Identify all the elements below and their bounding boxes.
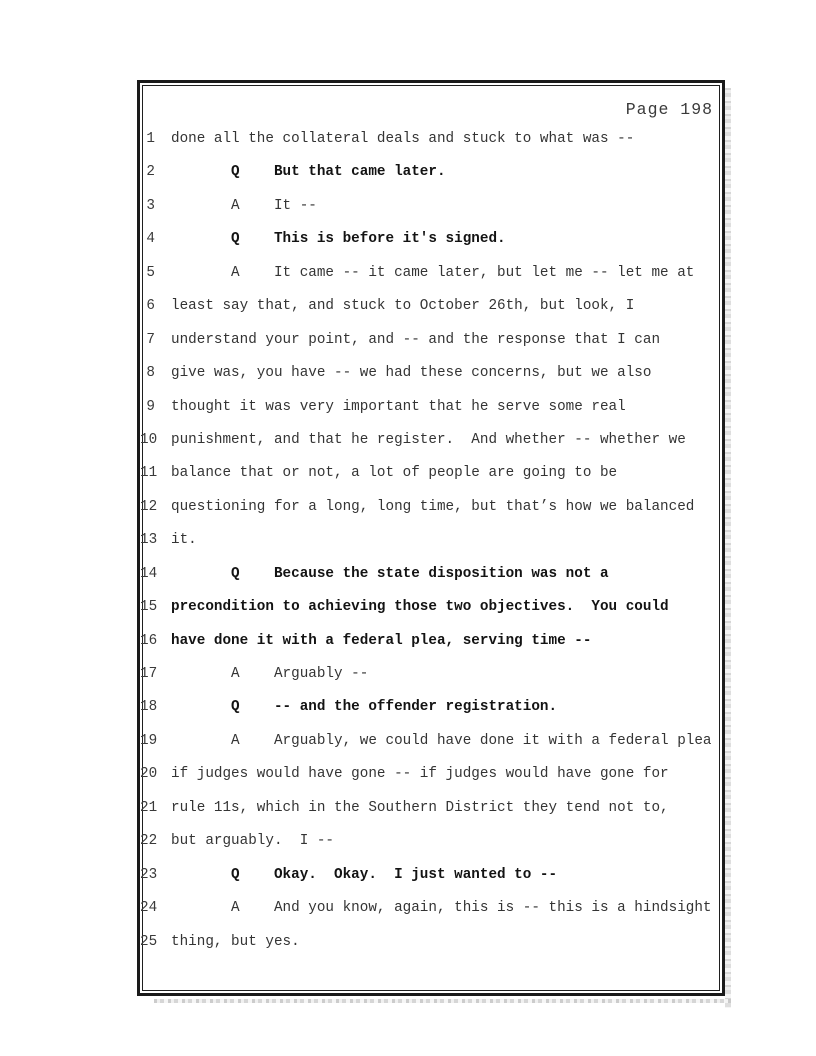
transcript-line [140, 698, 722, 731]
line-text: Q Okay. Okay. I just wanted to -- [171, 866, 558, 883]
line-number: 15 [140, 599, 158, 616]
line-text: done all the collateral deals and stuck to what was -- [171, 131, 635, 147]
transcript-content [140, 83, 722, 993]
line-number: 9 [146, 398, 155, 415]
transcript-line [140, 565, 722, 598]
line-text: A Arguably -- [171, 666, 369, 682]
line-number: 3 [146, 197, 155, 214]
line-text: have done it with a federal plea, serving time -- [171, 632, 592, 649]
transcript-line [140, 464, 722, 497]
line-text: it. [171, 532, 197, 549]
transcript-line [140, 431, 722, 464]
line-text: if judges would have gone -- if judges would have gone for [171, 766, 669, 783]
line-text: thought it was very important that he serve some real [171, 398, 626, 415]
transcript-line [140, 799, 722, 832]
scan-shadow-right [725, 88, 731, 1008]
line-text: A It came -- it came later, but let me -- let me at [171, 264, 695, 281]
line-number: 21 [140, 799, 158, 816]
line-text: rule 11s, which in the Southern District they tend not to, [171, 799, 669, 816]
transcript-line [140, 732, 722, 765]
line-text: but arguably. I -- [171, 833, 335, 850]
transcript-line [140, 632, 722, 665]
line-number: 1 [146, 131, 155, 147]
line-text: balance that or not, a lot of people are going to be [171, 465, 618, 482]
line-number: 4 [146, 231, 155, 248]
transcript-line [140, 230, 722, 263]
line-number: 17 [140, 666, 158, 682]
line-text: give was, you have -- we had these concerns, but we also [171, 365, 652, 382]
scan-shadow-bottom [154, 999, 731, 1003]
transcript-line [140, 665, 722, 698]
line-number: 5 [146, 264, 155, 281]
transcript-line [140, 163, 722, 196]
transcript-lines [140, 130, 722, 966]
line-number: 8 [146, 365, 155, 382]
page-number-label: Page 198 [625, 100, 713, 119]
transcript-line [140, 197, 722, 230]
line-text: thing, but yes. [171, 933, 300, 950]
line-text: A Arguably, we could have done it with a federal plea [171, 732, 712, 749]
line-text: least say that, and stuck to October 26th, but look, I [171, 298, 635, 315]
line-text: Q But that came later. [171, 164, 446, 181]
transcript-line [140, 364, 722, 397]
line-text: Q This is before it's signed. [171, 231, 506, 248]
line-number: 19 [140, 732, 158, 749]
line-text: punishment, and that he register. And whether -- whether we [171, 431, 686, 448]
transcript-line [140, 933, 722, 966]
transcript-page-frame [137, 80, 725, 996]
line-number: 14 [140, 565, 158, 582]
transcript-line [140, 297, 722, 330]
line-number: 18 [140, 699, 158, 716]
transcript-line [140, 866, 722, 899]
line-number: 20 [140, 766, 158, 783]
transcript-line [140, 398, 722, 431]
transcript-line [140, 264, 722, 297]
transcript-line [140, 765, 722, 798]
line-number: 25 [140, 933, 158, 950]
line-text: A It -- [171, 197, 317, 214]
line-number: 22 [140, 833, 158, 850]
line-number: 7 [146, 331, 155, 348]
line-number: 12 [140, 498, 158, 515]
line-text: Q Because the state disposition was not a [171, 565, 609, 582]
line-text: understand your point, and -- and the response that I can [171, 331, 661, 348]
transcript-line [140, 331, 722, 364]
line-text: precondition to achieving those two objectives. You could [171, 599, 669, 616]
line-number: 11 [140, 465, 158, 482]
line-text: Q -- and the offender registration. [171, 699, 558, 716]
line-number: 13 [140, 532, 158, 549]
transcript-line [140, 598, 722, 631]
transcript-line [140, 498, 722, 531]
line-number: 10 [140, 431, 158, 448]
transcript-line [140, 832, 722, 865]
line-number: 24 [140, 900, 158, 917]
transcript-line [140, 130, 722, 163]
line-text: A And you know, again, this is -- this is a hindsight [171, 900, 712, 917]
line-number: 2 [146, 164, 155, 181]
line-number: 23 [140, 866, 158, 883]
transcript-line [140, 899, 722, 932]
transcript-line [140, 531, 722, 564]
line-number: 6 [146, 298, 155, 315]
line-number: 16 [140, 632, 158, 649]
line-text: questioning for a long, long time, but that’s how we balanced [171, 498, 695, 515]
